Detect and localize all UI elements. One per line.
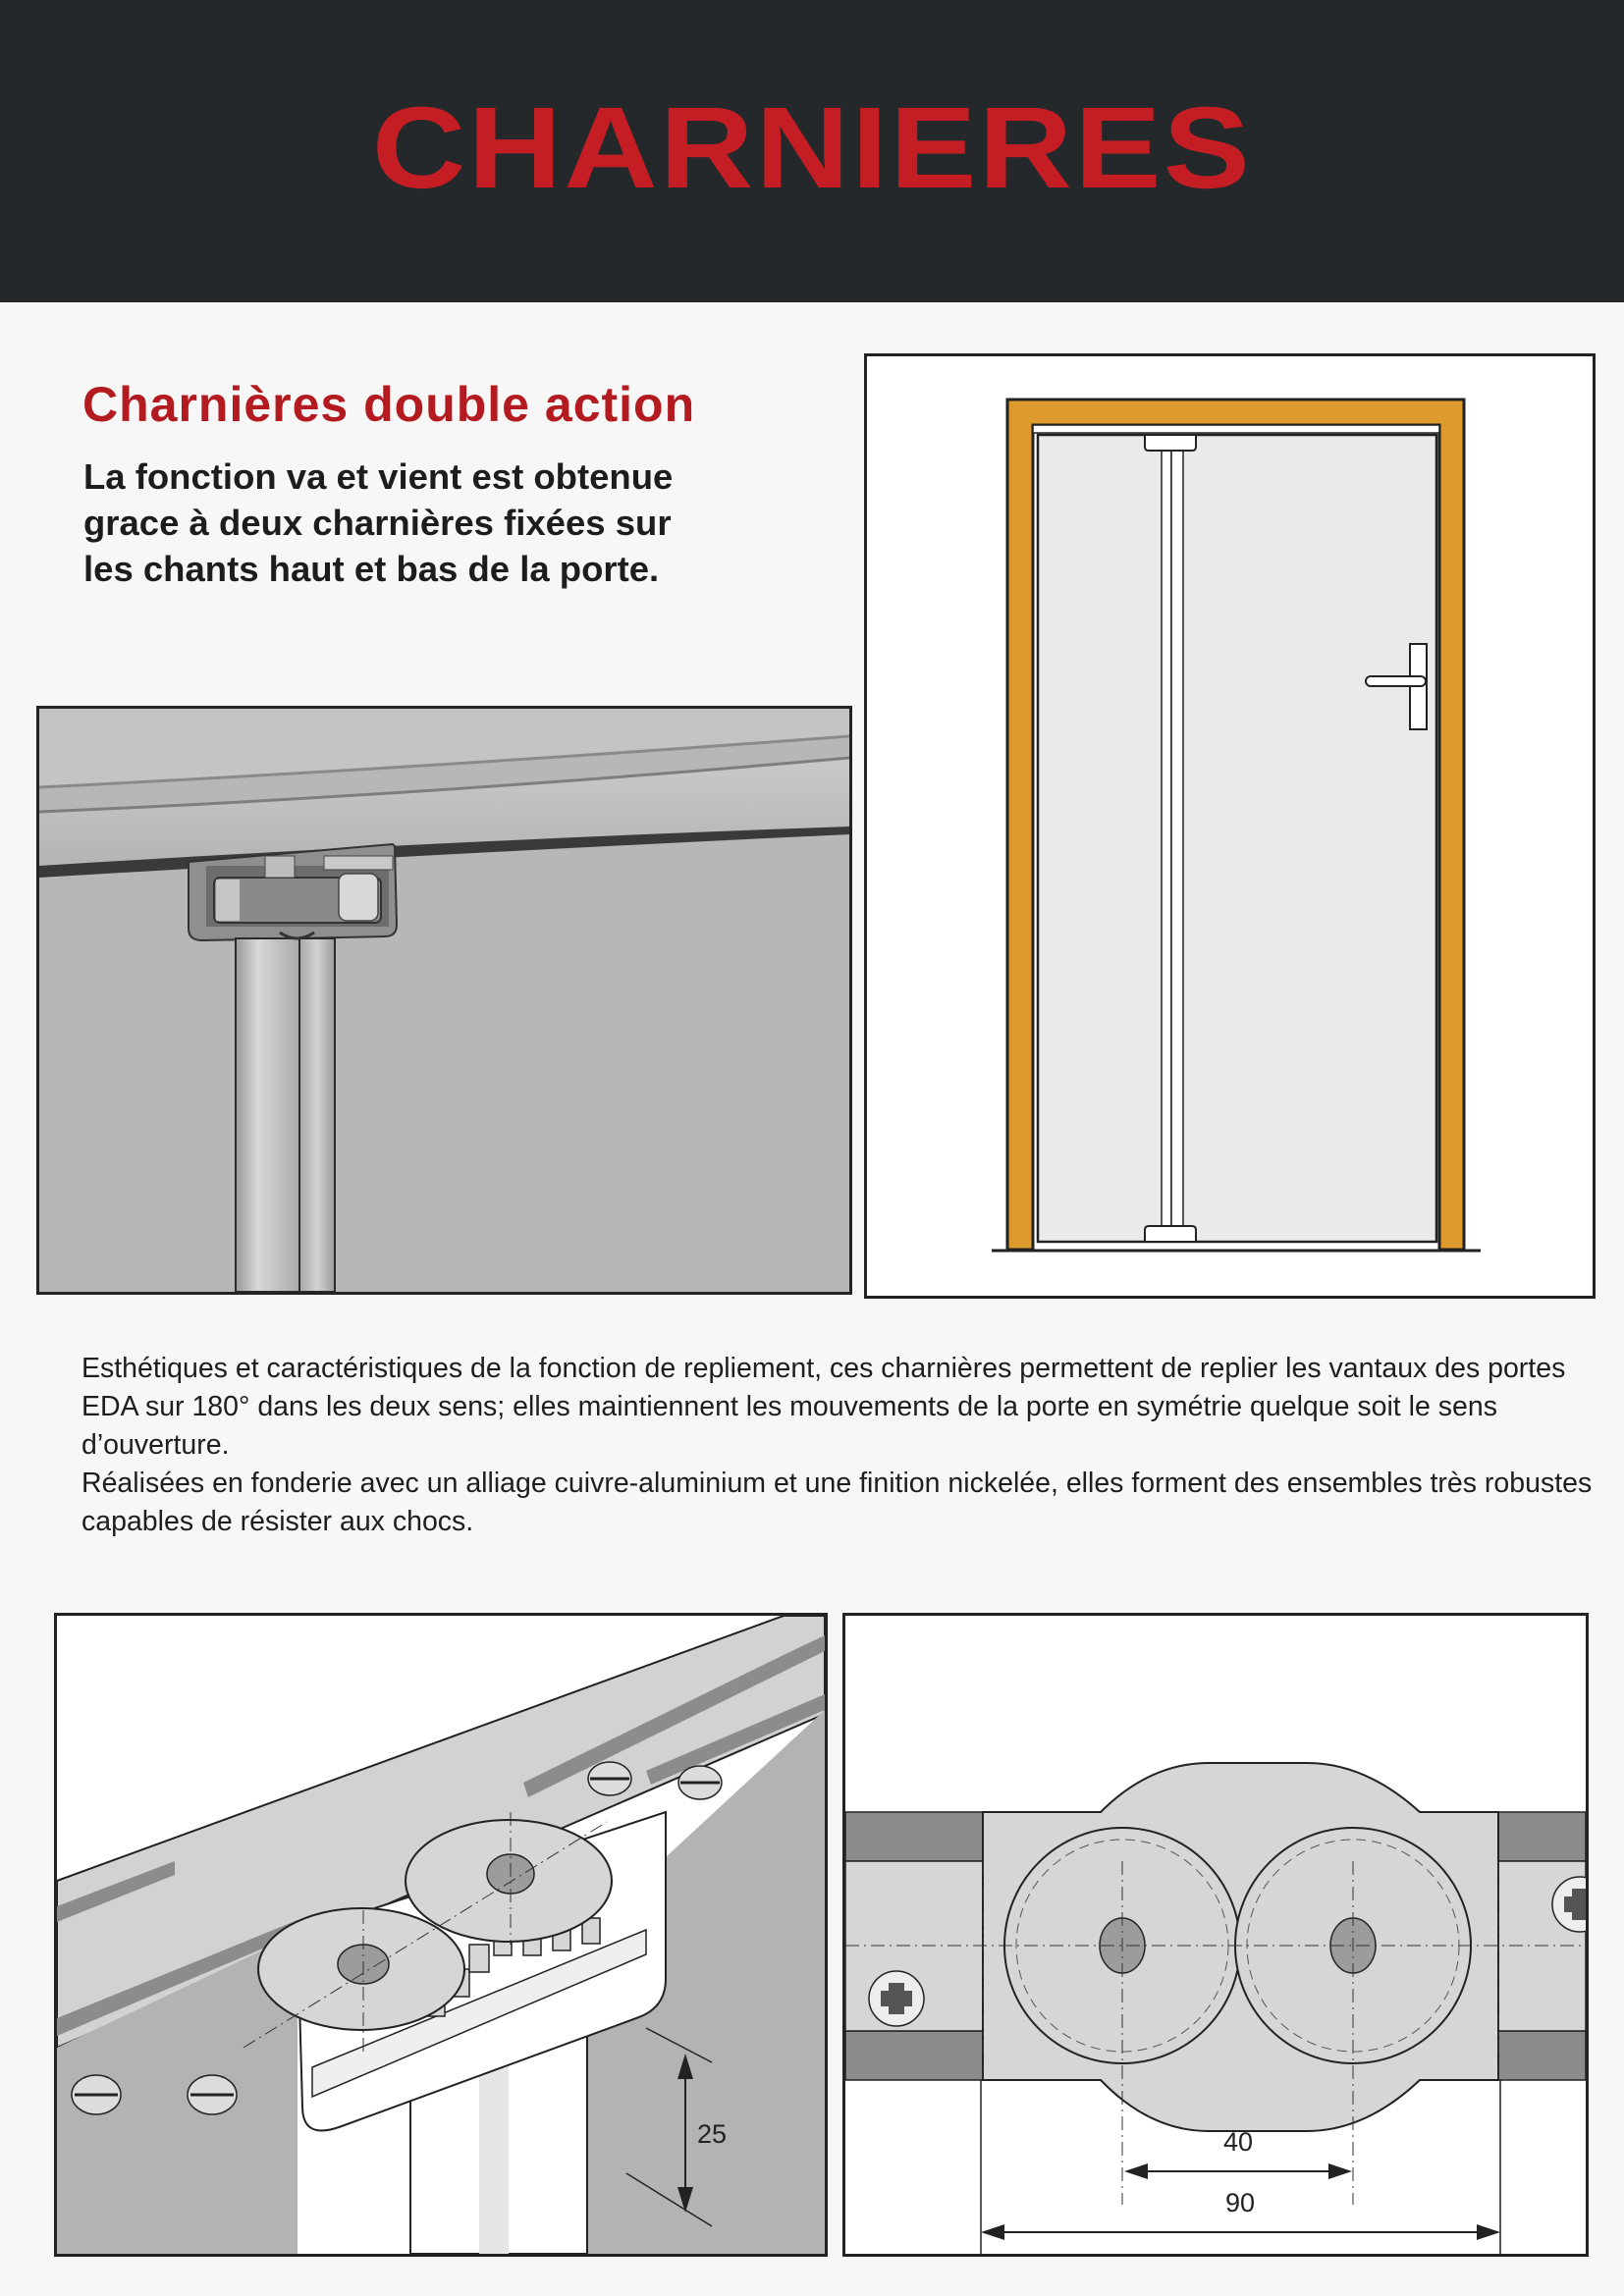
page-header [0, 0, 1624, 302]
dimension-label-90: 90 [1224, 2188, 1256, 2217]
lead-line: grace à deux charnières fixées sur [83, 503, 672, 543]
hinge-isometric-drawing [54, 1613, 828, 2257]
lead-text [83, 454, 771, 592]
hinge-isometric-icon [57, 1616, 825, 2254]
description-paragraph: Réalisées en fonderie avec un alliage cuivre-aluminium et une finition nickelée, elles forment des ensembles très robustes capables de résister aux chocs. [81, 1468, 1593, 1537]
dimension-label-40: 40 [1222, 2127, 1254, 2157]
lead-line: La fonction va et vient est obtenue [83, 456, 674, 497]
hinge-photo [36, 706, 852, 1295]
hinge-photo-icon [39, 709, 849, 1292]
folding-door-icon [867, 356, 1593, 1296]
hinge-plan-icon [845, 1616, 1586, 2254]
hinge-plan-drawing [842, 1613, 1589, 2257]
section-subtitle: Charnières double action [82, 377, 696, 432]
description-text [81, 1350, 1594, 1541]
lead-line: les chants haut et bas de la porte. [83, 549, 660, 589]
description-paragraph: Esthétiques et caractéristiques de la fonction de repliement, ces charnières permettent de replier les vantaux des portes EDA sur 180° dans les deux sens; elles maintiennent les mouvements de la porte en symétrie quelque soit le sens d’ouverture. [81, 1353, 1566, 1461]
door-drawing [864, 353, 1596, 1299]
page-title: CHARNIERES [371, 83, 1253, 213]
dimension-label-25: 25 [697, 2119, 728, 2149]
